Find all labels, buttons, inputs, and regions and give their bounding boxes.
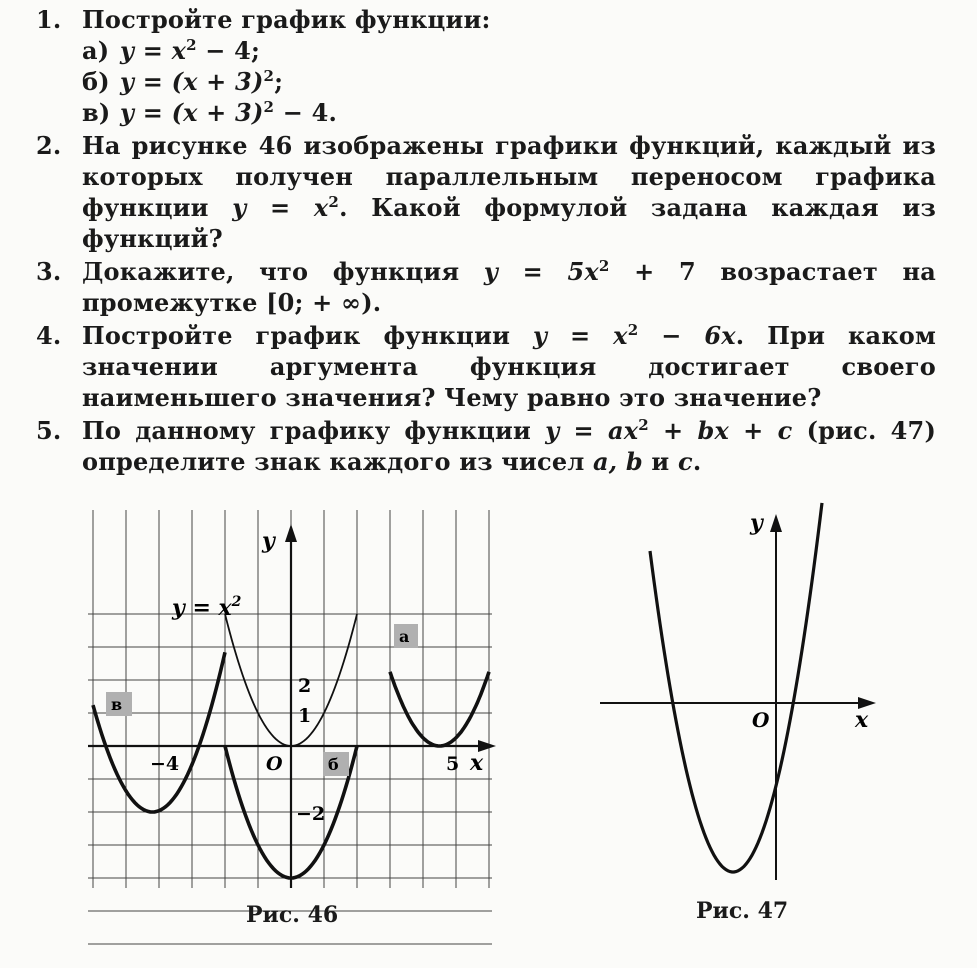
tick-x-5: 5 bbox=[446, 753, 460, 775]
problem-text: Постройте график функции $y = x^2 - 6x$. При каком значении аргумента функция достигает своего наименьшего значения? Чему равно это значение? bbox=[82, 321, 937, 412]
problem-number: 2. bbox=[36, 131, 62, 160]
subitem-a: а) $y = x^2 - 4$; bbox=[82, 36, 261, 65]
x-axis-label: x bbox=[855, 707, 869, 733]
origin-label: O bbox=[266, 753, 283, 775]
tick-y-1: 1 bbox=[298, 705, 312, 727]
problem-number: 5. bbox=[36, 416, 62, 445]
subitem-v: в) $y = (x + 3)^2 - 4$. bbox=[82, 98, 338, 127]
problem-number: 4. bbox=[36, 321, 62, 350]
y-axis-label: y bbox=[262, 528, 275, 554]
svg-text:а: а bbox=[399, 627, 410, 646]
subitem-b: б) $y = (x + 3)^2$; bbox=[82, 67, 284, 96]
problem-number: 1. bbox=[36, 5, 62, 34]
caption-47: Рис. 47 bbox=[696, 898, 789, 924]
problem-text: По данному графику функции $y = ax^2$ + bx + c (рис. 47) определите знак каждого из чисел a, b и c. bbox=[82, 416, 937, 476]
y-axis-label: y bbox=[750, 510, 763, 536]
x-axis-label: x bbox=[470, 750, 484, 776]
problem-number: 3. bbox=[36, 257, 62, 286]
y-axis-arrow bbox=[770, 514, 782, 532]
problem-text: На рисунке 46 изображены графики функций, каждый из которых получен параллельным переносом графика функции $y = x^2$. Какой формулой задана каждая из функций? bbox=[82, 131, 936, 253]
tick-x-minus4: −4 bbox=[150, 753, 180, 775]
problem-text: Постройте график функции: bbox=[82, 5, 491, 34]
curve-label-y-x2: $y = x^2$ bbox=[172, 594, 242, 621]
caption-46: Рис. 46 bbox=[246, 902, 339, 928]
origin-label: O bbox=[752, 708, 770, 732]
svg-text:б: б bbox=[328, 755, 339, 774]
tick-y-minus2: −2 bbox=[296, 803, 326, 825]
parabola bbox=[650, 503, 822, 872]
problem-text: Докажите, что функция $y = 5x^2 + 7$ возрастает на промежутке [0; + ∞). bbox=[82, 257, 937, 317]
tick-y-2: 2 bbox=[298, 675, 312, 697]
svg-text:в: в bbox=[111, 695, 123, 714]
